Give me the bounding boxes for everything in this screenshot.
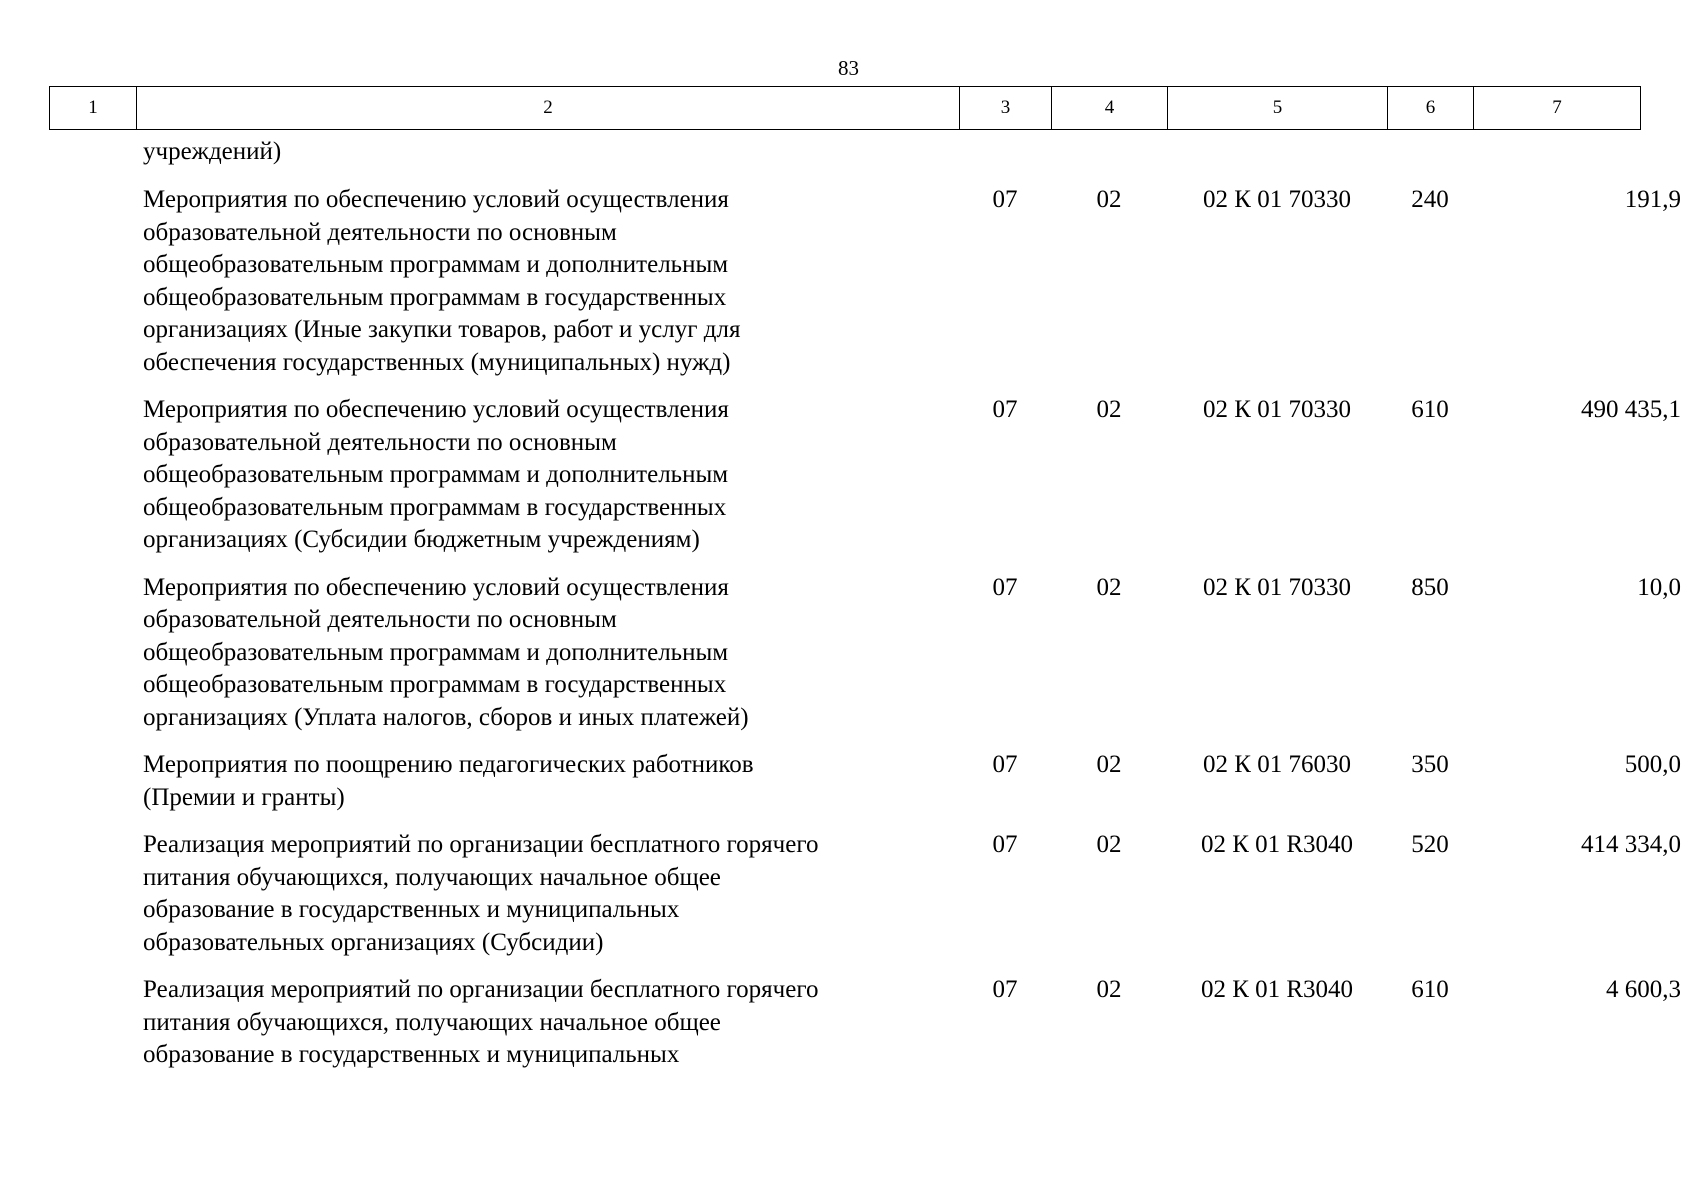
description-line: Реализация мероприятий по организации бесплатного горячего (143, 831, 819, 858)
description-line: обеспечения государственных (муниципальных) нужд) (143, 348, 731, 376)
description-line: образовательных организациях (Субсидии) (143, 928, 604, 956)
row-expense-type: 610 (1411, 976, 1449, 1003)
row-section-code: 07 (992, 396, 1018, 423)
description-line: образование в государственных и муниципальных (143, 896, 680, 923)
row-expense-type: 850 (1411, 573, 1449, 601)
row-amount: 490 435,1 (1581, 396, 1681, 423)
description-line: общеобразовательным программам в государственных (143, 671, 727, 698)
header-col-3: 3 (960, 87, 1052, 130)
header-col-7: 7 (1474, 87, 1641, 130)
row-section-code: 07 (992, 831, 1018, 858)
row-subsection-code: 02 (1096, 573, 1122, 601)
row-target-article: 02 К 01 R3040 (1200, 831, 1354, 858)
description-line: Мероприятия по обеспечению условий осуществления (143, 396, 729, 423)
header-col-4: 4 (1052, 87, 1168, 130)
row-description (143, 184, 983, 379)
header-col-5: 5 (1168, 87, 1388, 130)
table-row (49, 394, 1681, 572)
description-line: организациях (Субсидии бюджетным учреждениям) (143, 526, 700, 553)
row-subsection-code: 02 (1096, 976, 1122, 1003)
description-line: Мероприятия по поощрению педагогических работников (143, 751, 754, 778)
row-section-code: 07 (992, 573, 1018, 601)
description-line: организациях (Иные закупки товаров, работ и услуг для (143, 316, 741, 343)
description-line: образование в государственных и муниципальных (143, 1041, 680, 1068)
description-line: образовательной деятельности по основным (143, 428, 617, 456)
row-subsection-code: 02 (1096, 831, 1122, 858)
row-amount: 414 334,0 (1581, 831, 1681, 858)
table-row (49, 572, 1681, 750)
row-expense-type: 350 (1411, 751, 1449, 778)
row-target-article: 02 К 01 76030 (1203, 751, 1351, 778)
table-row (49, 829, 1681, 974)
row-section-code: 07 (992, 976, 1018, 1003)
description-line: образовательной деятельности по основным (143, 218, 617, 246)
row-target-article: 02 К 01 R3040 (1200, 976, 1354, 1003)
description-line: Мероприятия по обеспечению условий осуществления (143, 573, 729, 601)
table-row (49, 184, 1681, 394)
row-expense-type: 610 (1411, 396, 1449, 423)
row-description (143, 394, 983, 557)
table-row (49, 974, 1681, 1087)
row-section-code: 07 (992, 751, 1018, 778)
row-amount: 500,0 (1624, 751, 1681, 778)
table-header (49, 86, 1641, 130)
row-expense-type: 240 (1411, 186, 1449, 213)
row-target-article: 02 К 01 70330 (1203, 186, 1351, 213)
description-line: питания обучающихся, получающих начальное общее (143, 863, 721, 891)
description-line: общеобразовательным программам и дополнительным (143, 251, 729, 278)
header-col-6: 6 (1388, 87, 1474, 130)
page-number: 83 (838, 56, 859, 80)
continuation-row (49, 136, 1640, 184)
description-line: общеобразовательным программам в государственных (143, 283, 727, 311)
row-amount: 191,9 (1624, 186, 1681, 213)
description-line: общеобразовательным программам и дополнительным (143, 461, 729, 488)
continuation-text: учреждений) (143, 138, 282, 165)
row-description (143, 749, 983, 814)
description-line: образовательной деятельности по основным (143, 606, 617, 633)
row-amount: 4 600,3 (1606, 976, 1681, 1003)
description-line: общеобразовательным программам в государственных (143, 493, 727, 521)
description-line: Реализация мероприятий по организации бесплатного горячего (143, 976, 819, 1003)
row-subsection-code: 02 (1096, 186, 1122, 213)
table-row (49, 749, 1681, 829)
row-target-article: 02 К 01 70330 (1203, 396, 1351, 423)
row-expense-type: 520 (1411, 831, 1449, 858)
row-section-code: 07 (992, 186, 1018, 213)
row-description (143, 974, 983, 1072)
description-line: Мероприятия по обеспечению условий осуществления (143, 186, 729, 213)
description-line: (Премии и гранты) (143, 783, 345, 811)
header-col-1: 1 (50, 87, 137, 130)
row-description (143, 572, 983, 735)
row-target-article: 02 К 01 70330 (1203, 573, 1351, 601)
row-description (143, 829, 983, 959)
table-body (49, 136, 1681, 1087)
description-line: питания обучающихся, получающих начальное общее (143, 1008, 721, 1036)
row-amount: 10,0 (1637, 573, 1681, 601)
row-subsection-code: 02 (1096, 751, 1122, 778)
description-line: общеобразовательным программам и дополнительным (143, 638, 729, 666)
row-subsection-code: 02 (1096, 396, 1122, 423)
description-line: организациях (Уплата налогов, сборов и иных платежей) (143, 703, 749, 731)
header-col-2: 2 (137, 87, 960, 130)
